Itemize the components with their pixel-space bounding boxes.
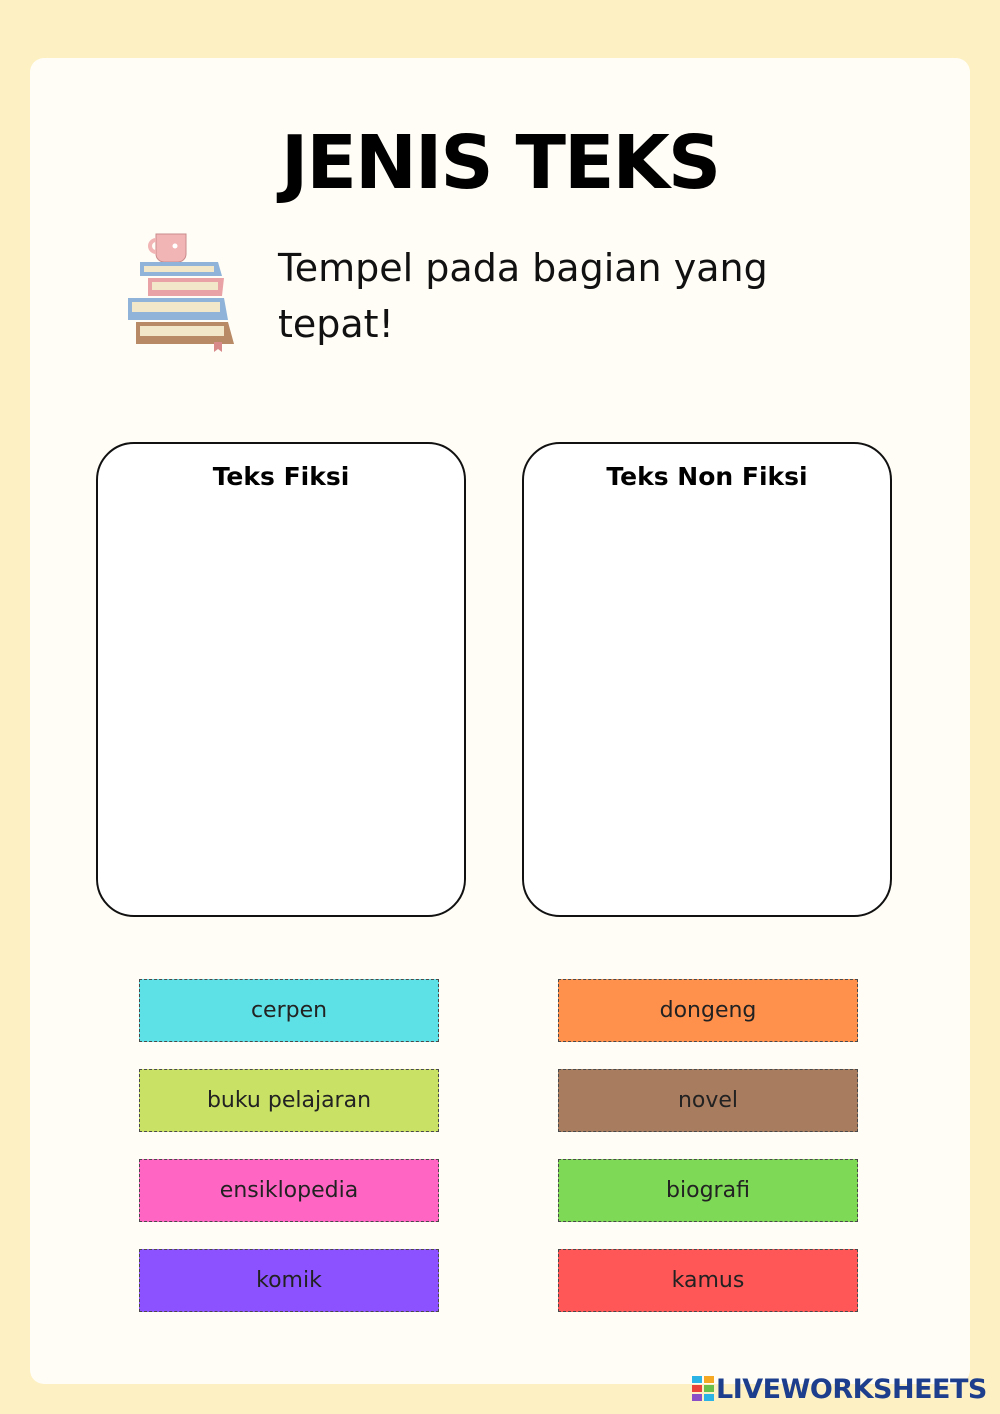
- drop-zone-teks-fiksi[interactable]: [96, 442, 466, 917]
- drop-zone-title: Teks Non Fiksi: [606, 462, 808, 491]
- page-title: JENIS TEKS: [280, 120, 720, 206]
- drop-zone-title: Teks Fiksi: [212, 462, 350, 491]
- drag-card-kamus[interactable]: kamus: [558, 1249, 858, 1312]
- liveworksheets-logo-icon: [692, 1376, 716, 1402]
- instruction-text: [278, 240, 798, 352]
- drag-card-buku-pelajaran[interactable]: buku pelajaran: [139, 1069, 439, 1132]
- drag-card-biografi[interactable]: biografi: [558, 1159, 858, 1222]
- books-and-cup-icon: [122, 226, 240, 354]
- watermark-text: LIVEWORKSHEETS: [716, 1373, 987, 1405]
- drag-card-komik[interactable]: komik: [139, 1249, 439, 1312]
- liveworksheets-watermark: [692, 1375, 987, 1403]
- instruction-line-1: Tempel pada bagian yang: [278, 246, 768, 290]
- drag-card-cerpen[interactable]: cerpen: [139, 979, 439, 1042]
- drag-card-novel[interactable]: novel: [558, 1069, 858, 1132]
- drag-card-ensiklopedia[interactable]: ensiklopedia: [139, 1159, 439, 1222]
- drop-zone-teks-non-fiksi[interactable]: [522, 442, 892, 917]
- drag-card-dongeng[interactable]: dongeng: [558, 979, 858, 1042]
- instruction-line-2: tepat!: [278, 302, 394, 346]
